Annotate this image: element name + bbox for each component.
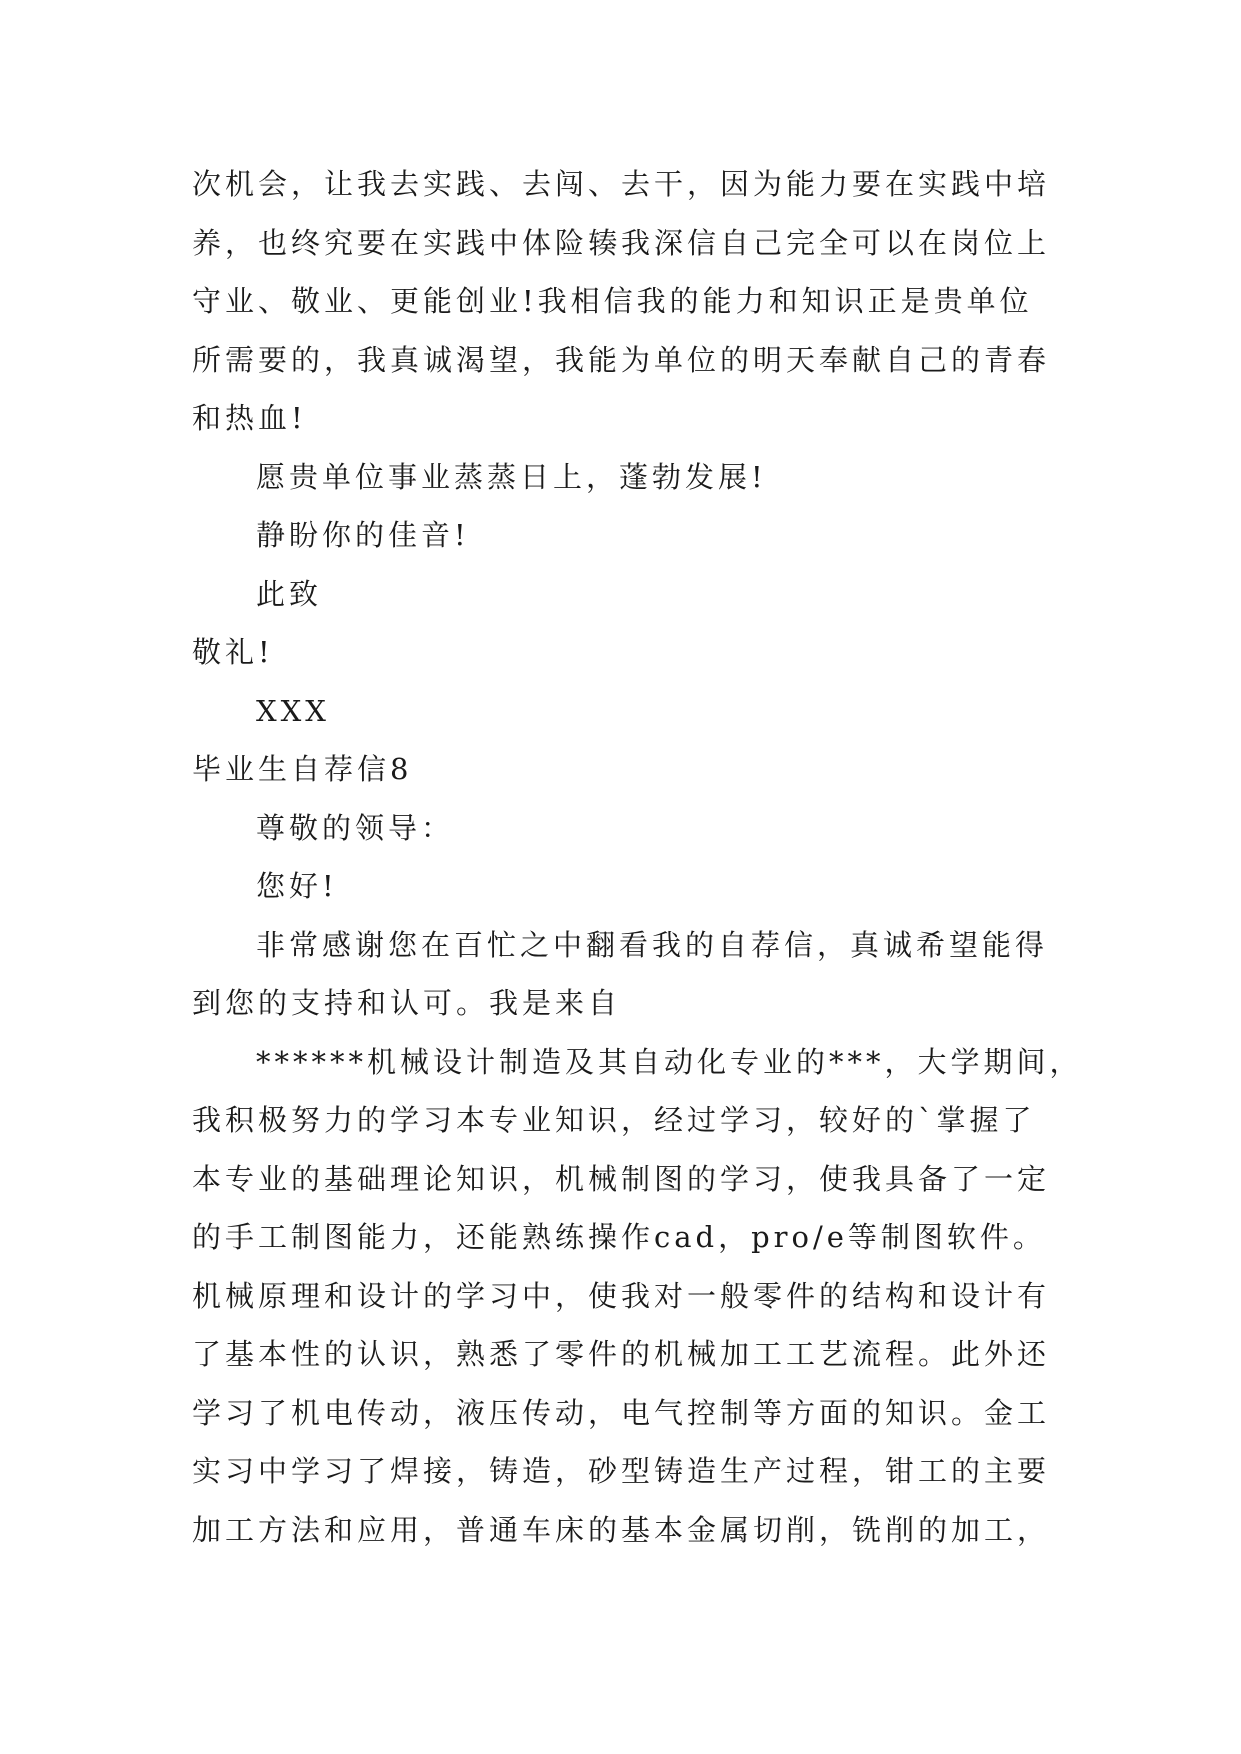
text-line: 所需要的，我真诚渴望，我能为单位的明天奉献自己的青春 <box>192 342 1051 377</box>
text-line: 实习中学习了焊接，铸造，砂型铸造生产过程，钳工的主要 <box>192 1454 1051 1488</box>
letter-body <box>192 155 1083 1559</box>
text-line: 本专业的基础理论知识，机械制图的学习，使我具备了一定 <box>192 1161 1051 1196</box>
text-line: 和热血! <box>192 401 307 435</box>
text-line: 我积极努力的学习本专业知识，经过学习，较好的`掌握了 <box>192 1103 1036 1137</box>
signature-line: XXX <box>256 693 330 728</box>
text-line: 非常感谢您在百忙之中翻看我的自荐信，真诚希望能得 <box>256 927 1049 962</box>
section-title: 毕业生自荐信8 <box>192 752 413 786</box>
text-line: 养，也终究要在实践中体险辏我深信自己完全可以在岗位上 <box>192 225 1051 260</box>
closing-wish-line: 愿贵单位事业蒸蒸日上，蓬勃发展! <box>256 459 767 494</box>
text-line: 机械原理和设计的学习中，使我对一般零件的结构和设计有 <box>192 1278 1051 1313</box>
text-line: 加工方法和应用，普通车床的基本金属切削，铣削的加工， <box>192 1512 1051 1547</box>
greeting-line: 尊敬的领导： <box>256 810 455 845</box>
text-line: 到您的支持和认可。我是来自 <box>192 986 622 1020</box>
greeting-line: 您好! <box>256 869 338 903</box>
text-line: 次机会，让我去实践、去闯、去干，因为能力要在实践中培 <box>192 167 1051 201</box>
text-line: 了基本性的认识，熟悉了零件的机械加工工艺流程。此外还 <box>192 1337 1051 1371</box>
text-line: 学习了机电传动，液压传动，电气控制等方面的知识。金工 <box>192 1395 1051 1430</box>
text-line: ******机械设计制造及其自动化专业的***，大学期间， <box>256 1044 1083 1079</box>
salutation-line: 敬礼! <box>192 635 274 669</box>
closing-wish-line: 静盼你的佳音! <box>256 518 470 552</box>
salutation-line: 此致 <box>256 576 323 611</box>
text-line: 守业、敬业、更能创业!我相信我的能力和知识正是贵单位 <box>192 284 1033 318</box>
text-line: 的手工制图能力，还能熟练操作cad，pro/e等制图软件。 <box>192 1220 1046 1254</box>
